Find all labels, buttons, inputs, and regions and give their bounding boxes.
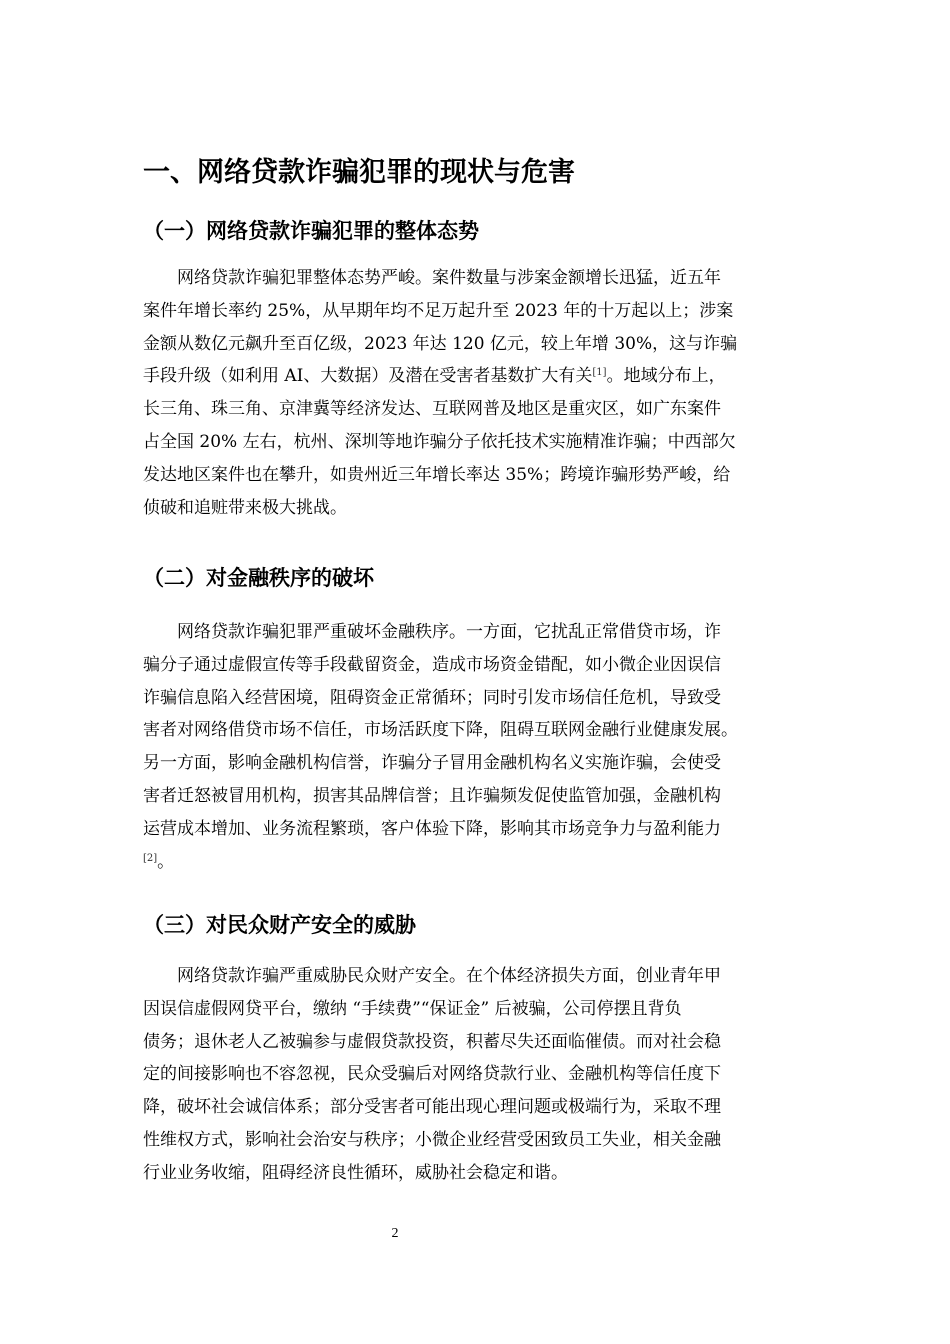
paragraph-line: 骗分子通过虚假宣传等手段截留资金，造成市场资金错配，如小微企业因误信 [143, 654, 721, 675]
chapter-heading: 一、网络贷款诈骗犯罪的现状与危害 [143, 157, 575, 188]
paragraph-line-text: 。 [157, 851, 175, 872]
paragraph-line: 运营成本增加、业务流程繁琐，客户体验下降，影响其市场竞争力与盈利能力 [143, 818, 721, 839]
paragraph-line-text: 。地域分布上， [606, 366, 726, 387]
section-1-title: （一）网络贷款诈骗犯罪的整体态势 [143, 219, 479, 243]
section-3-title: （三）对民众财产安全的威胁 [143, 913, 416, 937]
page-number: 2 [391, 1226, 399, 1241]
paragraph-line: 占全国 20% 左右，杭州、深圳等地诈骗分子依托技术实施精准诈骗；中西部欠 [143, 431, 736, 452]
paragraph-line: 长三角、珠三角、京津冀等经济发达、互联网普及地区是重灾区，如广东案件 [143, 399, 721, 420]
paragraph-line: 金额从数亿元飙升至百亿级，2023 年达 120 亿元，较上年增 30%，这与诈骗 [143, 333, 738, 354]
paragraph-line: 网络贷款诈骗严重威胁民众财产安全。在个体经济损失方面，创业青年甲 [177, 966, 721, 986]
paragraph-line: 案件年增长率约 25%，从早期年均不足万起升至 2023 年的十万起以上；涉案 [143, 300, 734, 321]
paragraph-line: 侦破和追赃带来极大挑战。 [143, 497, 347, 518]
paragraph-line: 诈骗信息陷入经营困境，阻碍资金正常循环；同时引发市场信任危机，导致受 [143, 687, 721, 708]
citation-marker[interactable]: [2] [143, 852, 158, 864]
section-3-paragraph [143, 960, 813, 1190]
paragraph-line: 网络贷款诈骗犯罪严重破坏金融秩序。一方面，它扰乱正常借贷市场，诈 [177, 622, 721, 642]
paragraph-line: 另一方面，影响金融机构信誉，诈骗分子冒用金融机构名义实施诈骗，会使受 [143, 753, 721, 774]
section-2-paragraph [143, 616, 813, 878]
paragraph-line: 网络贷款诈骗犯罪整体态势严峻。案件数量与涉案金额增长迅猛，近五年 [177, 268, 721, 288]
paragraph-line: 性维权方式，影响社会治安与秩序；小微企业经营受困致员工失业，相关金融 [143, 1129, 721, 1150]
section-2-title: （二）对金融秩序的破坏 [143, 566, 374, 590]
paragraph-line-text: 手段升级（如利用 AI、大数据）及潜在受害者基数扩大有关 [143, 366, 593, 387]
paragraph-line: 定的间接影响也不容忽视，民众受骗后对网络贷款行业、金融机构等信任度下 [143, 1064, 721, 1085]
citation-marker[interactable]: [1] [592, 367, 607, 379]
section-1-paragraph [143, 262, 813, 524]
paragraph-line [143, 360, 813, 393]
paragraph-line: 发达地区案件也在攀升，如贵州近三年增长率达 35%；跨境诈骗形势严峻，给 [143, 464, 731, 485]
paragraph-line: 害者迁怒被冒用机构，损害其品牌信誉；且诈骗频发促使监管加强，金融机构 [143, 785, 721, 806]
paragraph-line [143, 846, 813, 879]
paragraph-line: 债务；退休老人乙被骗参与虚假贷款投资，积蓄尽失还面临催债。而对社会稳 [143, 1031, 721, 1052]
paragraph-line: 行业业务收缩，阻碍经济良性循环，威胁社会稳定和谐。 [143, 1162, 568, 1183]
paragraph-line: 因误信虚假网贷平台，缴纳 “手续费”“保证金” 后被骗，公司停摆且背负 [143, 998, 682, 1019]
paragraph-line: 害者对网络借贷市场不信任，市场活跃度下降，阻碍互联网金融行业健康发展。 [143, 720, 738, 741]
paragraph-line: 降，破坏社会诚信体系；部分受害者可能出现心理问题或极端行为，采取不理 [143, 1097, 721, 1118]
